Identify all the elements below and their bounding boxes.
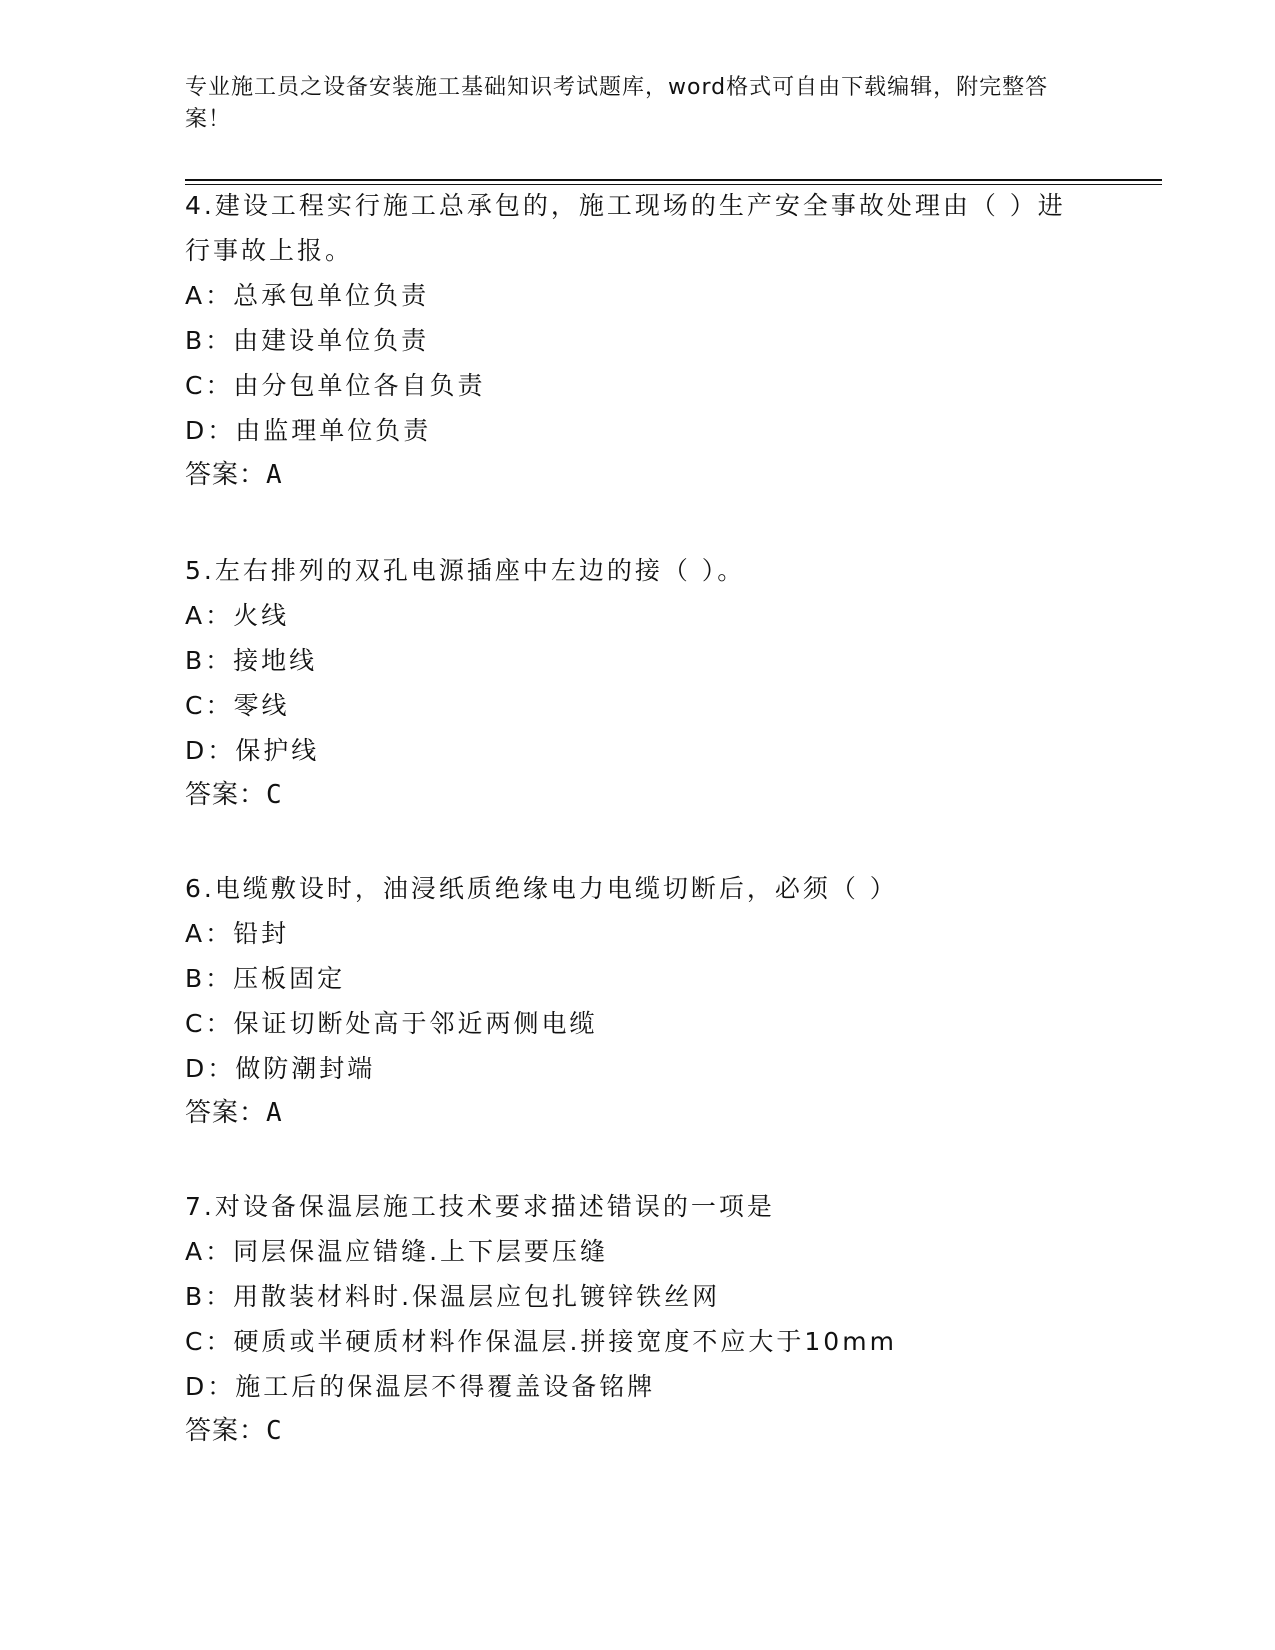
question-4 xyxy=(185,183,1085,498)
question-6 xyxy=(185,866,1085,1136)
question-stem: 4.建设工程实行施工总承包的，施工现场的生产安全事故处理由（ ）进行事故上报。 xyxy=(185,191,1066,265)
question-stem: 7.对设备保温层施工技术要求描述错误的一项是 xyxy=(185,1192,775,1221)
option-b: B：用散装材料时.保温层应包扎镀锌铁丝网 xyxy=(185,1282,721,1311)
answer: 答案：C xyxy=(185,1416,283,1446)
option-b: B：压板固定 xyxy=(185,964,346,993)
option-a: A：同层保温应错缝.上下层要压缝 xyxy=(185,1237,609,1266)
option-d: D：保护线 xyxy=(185,736,320,765)
option-c: C：由分包单位各自负责 xyxy=(185,371,486,400)
answer: 答案：C xyxy=(185,780,283,810)
option-c: C：硬质或半硬质材料作保温层.拼接宽度不应大于10mm xyxy=(185,1327,897,1356)
option-a: A：火线 xyxy=(185,601,290,630)
option-c: C：保证切断处高于邻近两侧电缆 xyxy=(185,1009,598,1038)
option-b: B：接地线 xyxy=(185,646,318,675)
question-stem: 6.电缆敷设时，油浸纸质绝缘电力电缆切断后，必须（ ） xyxy=(185,874,898,903)
header-divider-thick xyxy=(185,179,1162,181)
option-a: A：铅封 xyxy=(185,919,290,948)
question-stem: 5.左右排列的双孔电源插座中左边的接（ ）。 xyxy=(185,556,746,585)
question-7 xyxy=(185,1184,1085,1454)
option-b: B：由建设单位负责 xyxy=(185,326,430,355)
option-d: D：施工后的保温层不得覆盖设备铭牌 xyxy=(185,1372,656,1401)
answer: 答案：A xyxy=(185,1098,283,1128)
answer: 答案：A xyxy=(185,460,283,490)
option-d: D：做防潮封端 xyxy=(185,1054,376,1083)
option-d: D：由监理单位负责 xyxy=(185,416,432,445)
document-header: 专业施工员之设备安装施工基础知识考试题库，word格式可自由下载编辑，附完整答案！ xyxy=(185,75,1049,132)
option-a: A：总承包单位负责 xyxy=(185,281,430,310)
question-5 xyxy=(185,548,1085,818)
option-c: C：零线 xyxy=(185,691,290,720)
